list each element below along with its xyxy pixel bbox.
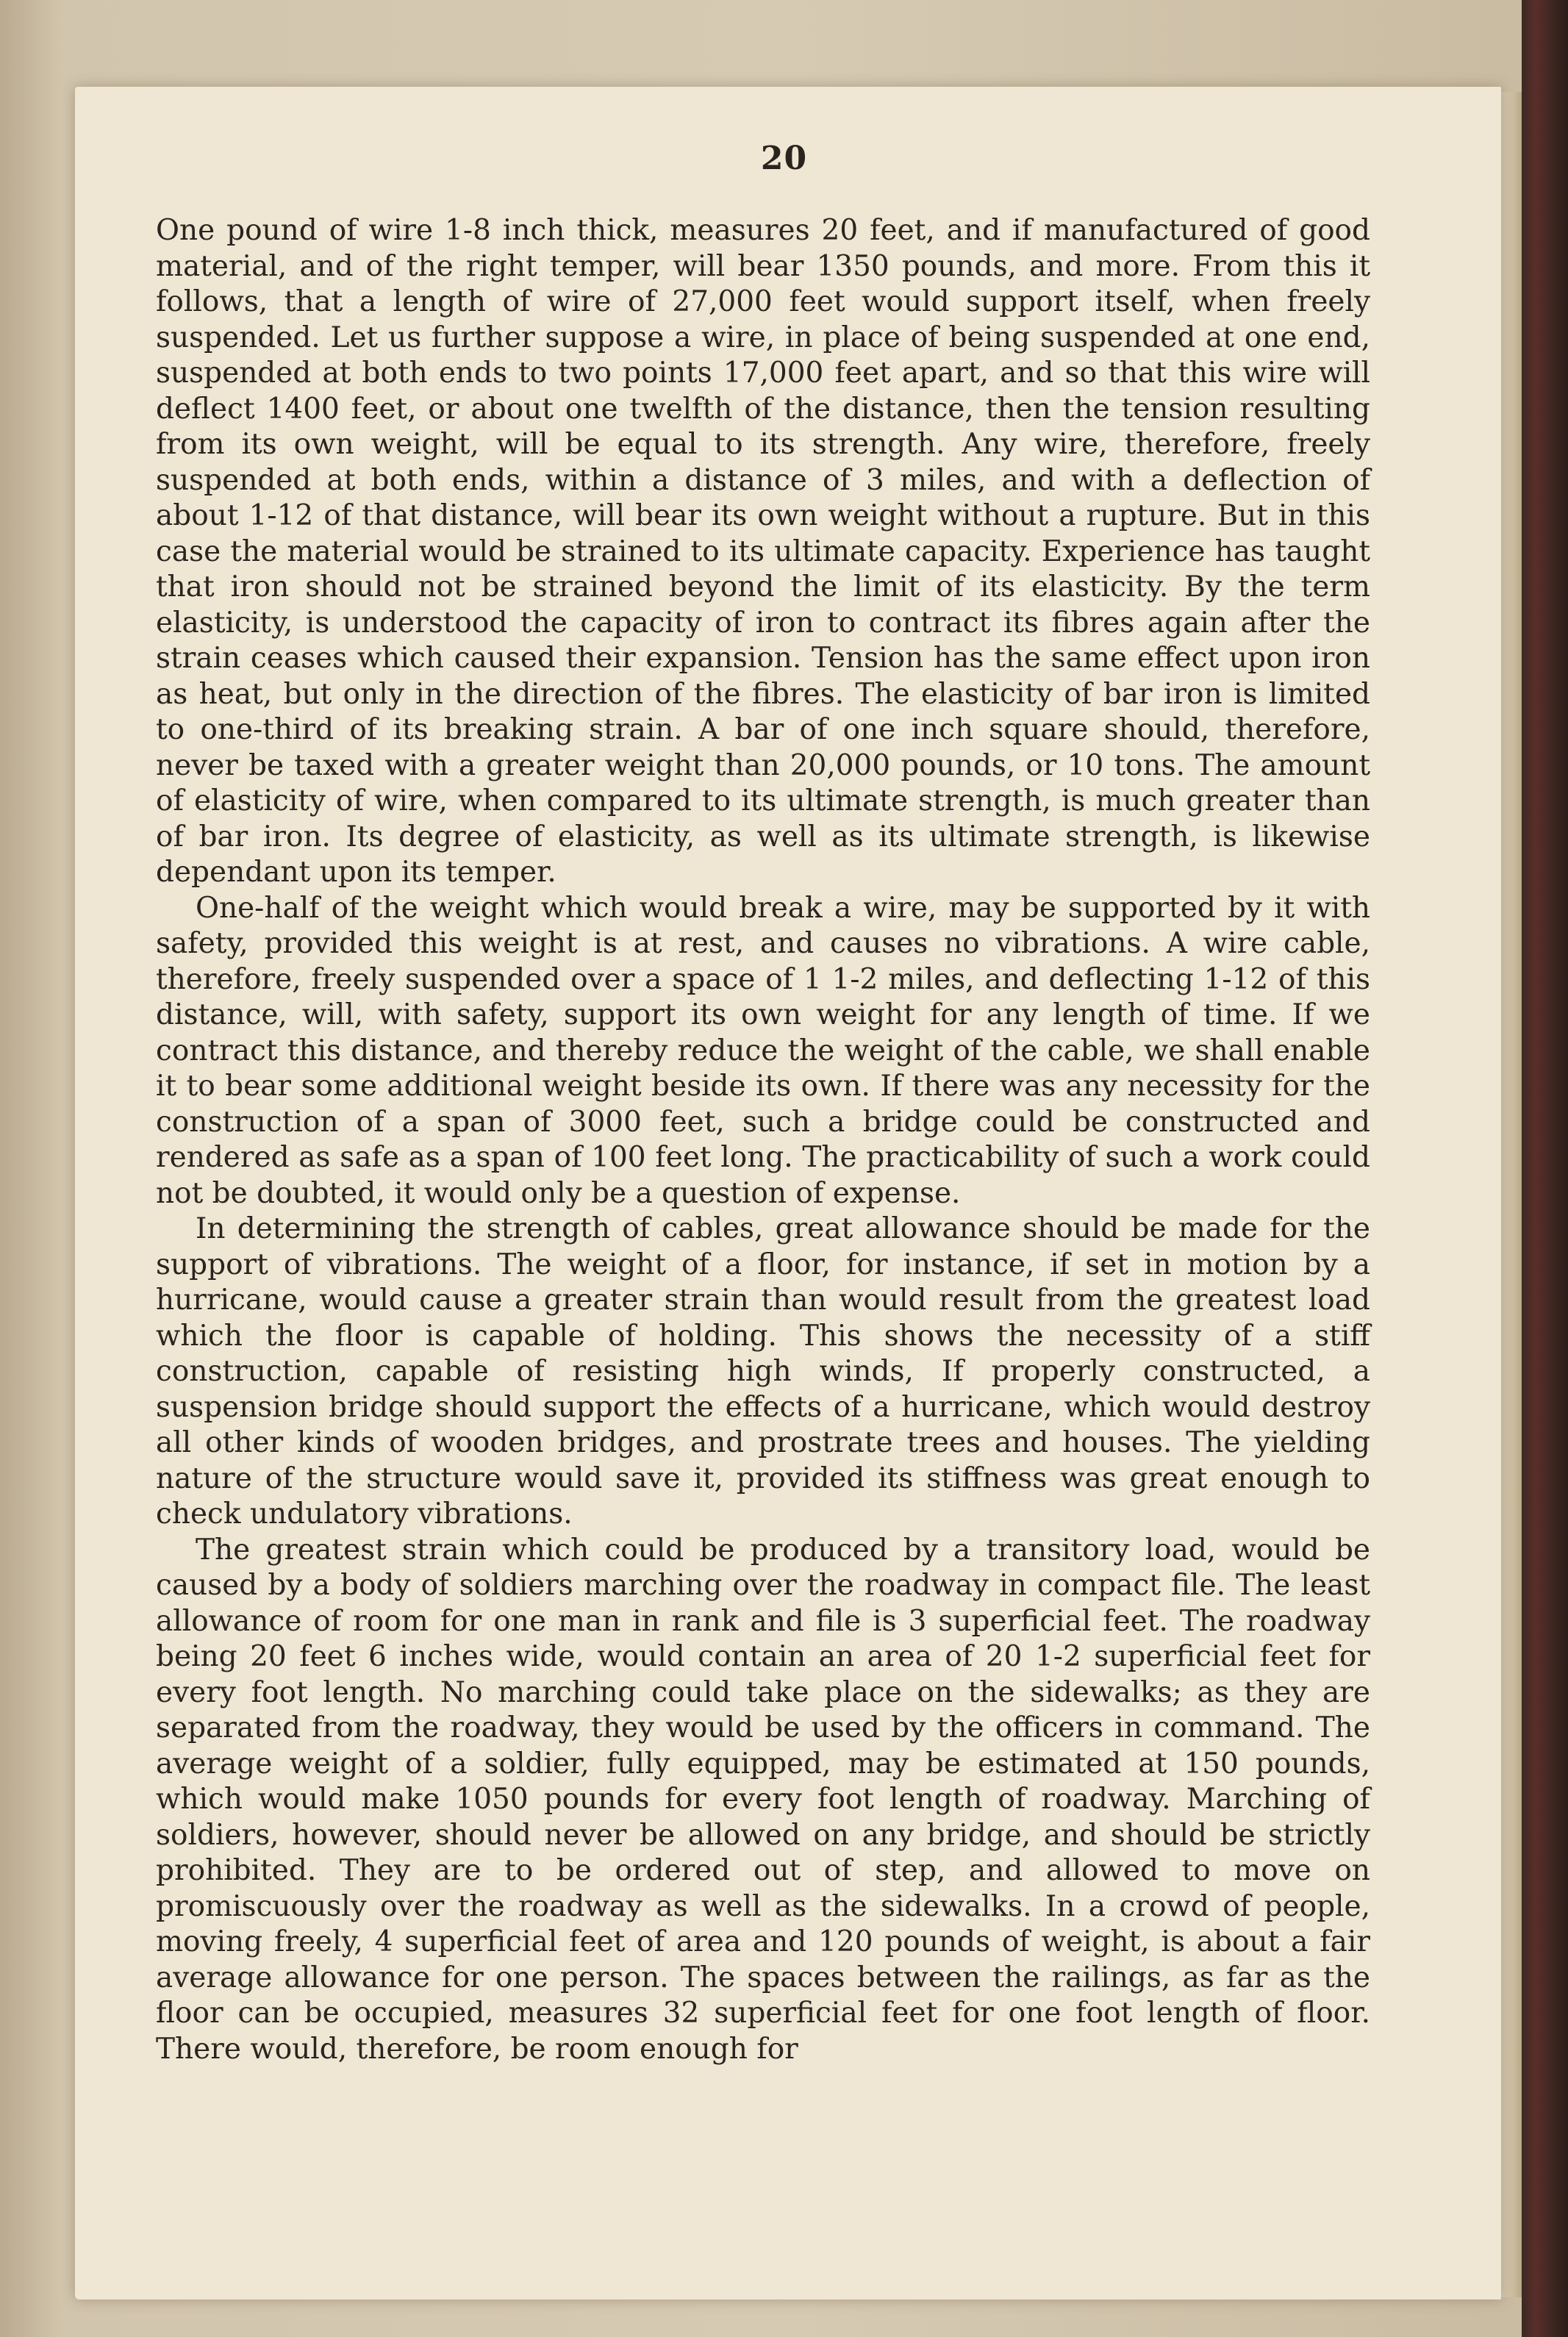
paragraph: One-half of the weight which would break a wire, may be supported by it with safety, provided this weight is at rest, and causes no vibrations. A wire cable, therefore, freely suspended over a space of 1 1-2 miles, and deflecting 1-12 of this distance, will, with safety, support its own weight for any length of time. If we contract this distance, and thereby reduce the weight of the cable, we shall enable it to bear some additional weight beside its own. If there was any necessity for the construction of a span of 3000 feet, such a bridge could be constructed and rendered as safe as a span of 100 feet long. The practicability of such a work could not be doubted, it would only be a question of expense. bbox=[156, 891, 1370, 1210]
paragraph: One pound of wire 1-8 inch thick, measures 20 feet, and if manufactured of good material, and of the right temper, will bear 1350 pounds, and more. From this it follows, that a length of wire of 27,000 feet would support itself, when freely suspended. Let us further suppose a wire, in place of being suspended at one end, suspended at both ends to two points 17,000 feet apart, and so that this wire will deflect 1400 feet, or about one twelfth of the distance, then the tension resulting from its own weight, will be equal to its strength. Any wire, therefore, freely suspended at both ends, within a distance of 3 miles, and with a deflection of about 1-12 of that distance, will bear its own weight without a rupture. But in this case the material would be strained to its ultimate capacity. Experience has taught that iron should not be strained beyond the limit of its elasticity. By the term elasticity, is understood the capacity of iron to contract its fibres again after the strain ceases which caused their expansion. Tension has the same effect upon iron as heat, but only in the direction of the fibres. The elasticity of bar iron is limited to one-third of its breaking strain. A bar of one inch square should, therefore, never be taxed with a greater weight than 20,000 pounds, or 10 tons. The amount of elasticity of wire, when compared to its ultimate strength, is much greater than of bar iron. Its degree of elasticity, as well as its ultimate strength, is likewise dependant upon its temper. bbox=[156, 214, 1370, 889]
body-text bbox=[156, 213, 1370, 2067]
paragraph: In determining the strength of cables, great allowance should be made for the support of vibrations. The weight of a floor, for instance, if set in motion by a hurricane, would cause a greater strain than would result from the greatest load which the floor is capable of holding. This shows the necessity of a stiff construction, capable of resisting high winds, If properly constructed, a suspension bridge should support the effects of a hurricane, which would destroy all other kinds of wooden bridges, and prostrate trees and houses. The yielding nature of the structure would save it, provided its stiffness was great enough to check undulatory vibrations. bbox=[156, 1212, 1370, 1531]
book-spine bbox=[1522, 0, 1568, 2337]
page-number: 20 bbox=[760, 140, 808, 177]
paragraph: The greatest strain which could be produced by a transitory load, would be caused by a body of soldiers marching over the roadway in compact file. The least allowance of room for one man in rank and file is 3 superficial feet. The roadway being 20 feet 6 inches wide, would contain an area of 20 1-2 superficial feet for every foot length. No marching could take place on the sidewalks; as they are separated from the roadway, they would be used by the officers in command. The average weight of a soldier, fully equipped, may be estimated at 150 pounds, which would make 1050 pounds for every foot length of roadway. Marching of soldiers, however, should never be allowed on any bridge, and should be strictly prohibited. They are to be ordered out of step, and allowed to move on promiscuously over the roadway as well as the sidewalks. In a crowd of people, moving freely, 4 superficial feet of area and 120 pounds of weight, is about a fair average allowance for one person. The spaces between the railings, as far as the floor can be occupied, measures 32 superficial feet for one foot length of floor. There would, therefore, be room enough for bbox=[156, 1533, 1370, 2066]
page-edge bbox=[1501, 92, 1522, 2297]
